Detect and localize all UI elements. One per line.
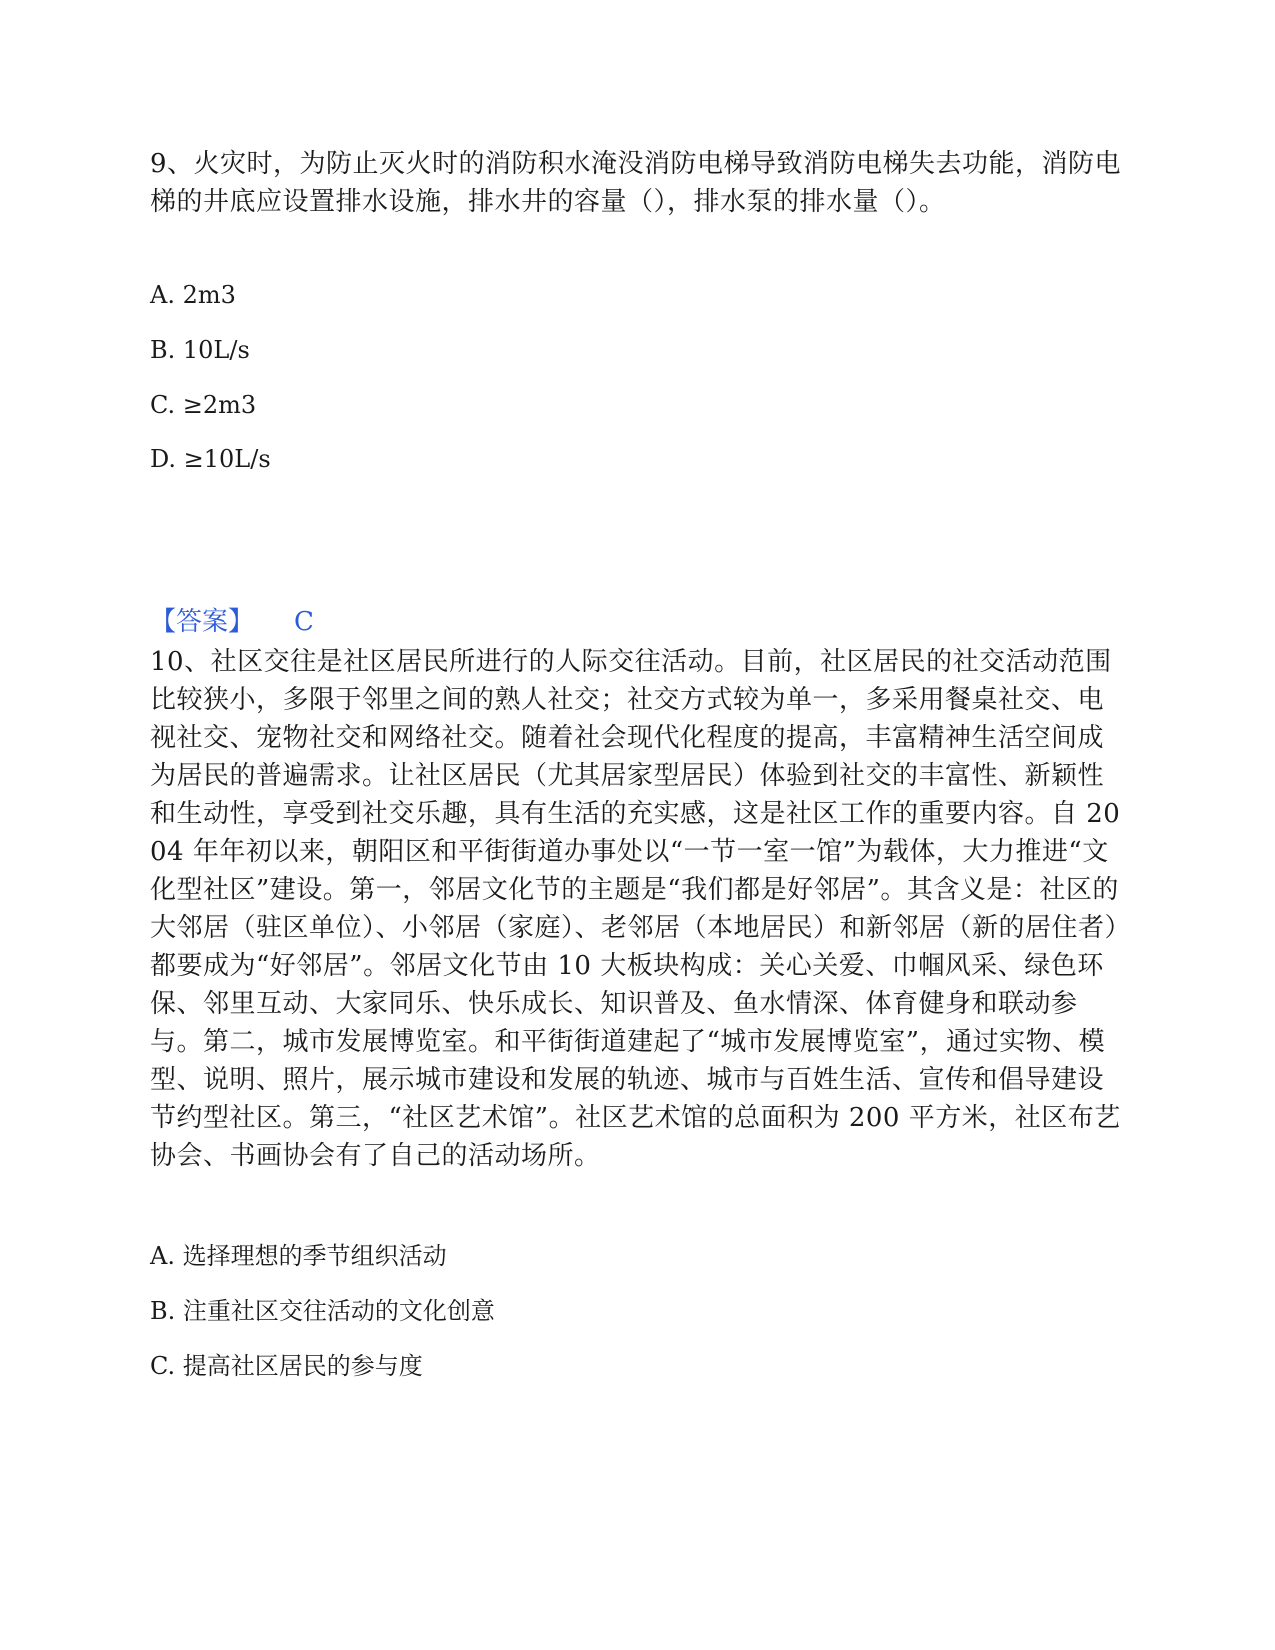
q10-option-a: A. 选择理想的季节组织活动	[150, 1242, 447, 1270]
q9-option-b: B. 10L/s	[150, 336, 250, 364]
q9-option-d: D. ≥10L/s	[150, 445, 271, 473]
answer-value: C	[294, 607, 314, 637]
q9-option-a: A. 2m3	[150, 281, 236, 309]
q10-option-b: B. 注重社区交往活动的文化创意	[150, 1297, 495, 1325]
question-10	[150, 643, 1130, 1175]
question-10-text: 10、社区交往是社区居民所进行的人际交往活动。目前，社区居民的社交活动范围比较狭小，多限于邻里之间的熟人社交；社交方式较为单一，多采用餐桌社交、电视社交、宠物社交和网络社交。随着社会现代化程度的提高，丰富精神生活空间成为居民的普遍需求。让社区居民（尤其居家型居民）体验到社交的丰富性、新颖性和生动性，享受到社交乐趣，具有生活的充实感，这是社区工作的重要内容。自 2004 年年初以来，朝阳区和平街街道办事处以“一节一室一馆”为载体，大力推进“文化型社区”建设。第一，邻居文化节的主题是“我们都是好邻居”。其含义是：社区的大邻居（驻区单位）、小邻居（家庭）、老邻居（本地居民）和新邻居（新的居住者）都要成为“好邻居”。邻居文化节由 10 大板块构成：关心关爱、巾帼风采、绿色环保、邻里互动、大家同乐、快乐成长、知识普及、鱼水情深、体育健身和联动参与。第二，城市发展博览室。和平街街道建起了“城市发展博览室”，通过实物、模型、说明、照片，展示城市建设和发展的轨迹、城市与百姓生活、宣传和倡导建设节约型社区。第三，“社区艺术馆”。社区艺术馆的总面积为 200 平方米，社区布艺协会、书画协会有了自己的活动场所。	[150, 647, 1121, 1171]
question-9-text: 9、火灾时，为防止灭火时的消防积水淹没消防电梯导致消防电梯失去功能，消防电梯的井底应设置排水设施，排水井的容量（），排水泵的排水量（）。	[150, 149, 1122, 217]
answer-row	[150, 607, 314, 637]
question-9	[150, 145, 1130, 221]
answer-label: 【答案】	[150, 607, 255, 637]
q10-option-c: C. 提高社区居民的参与度	[150, 1352, 423, 1380]
q9-option-c: C. ≥2m3	[150, 391, 257, 419]
